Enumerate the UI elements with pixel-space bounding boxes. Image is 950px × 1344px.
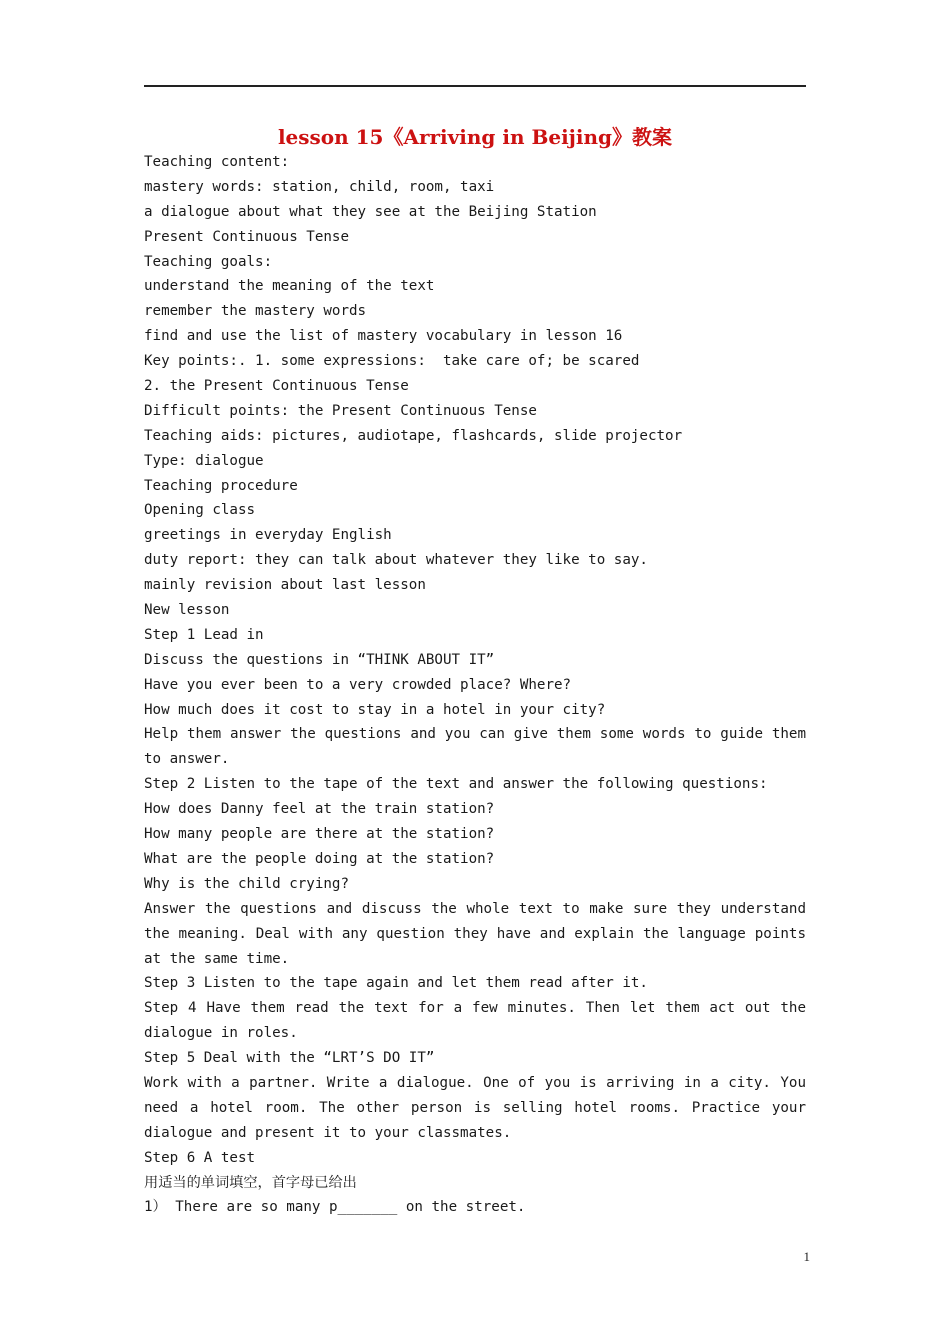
header-rule [144, 85, 806, 87]
text-line: Discuss the questions in “THINK ABOUT IT” [144, 651, 495, 668]
text-line: find and use the list of mastery vocabulary in lesson 16 [144, 328, 623, 345]
text-line: Teaching procedure [144, 477, 298, 494]
text-line: Step 6 A test [144, 1149, 256, 1166]
text-line: Present Continuous Tense [144, 228, 349, 245]
text-line: Why is the child crying? [144, 875, 349, 892]
text-line: mastery words: station, child, room, taxi [144, 178, 495, 195]
text-line: to answer. [144, 751, 230, 768]
text-line: Step 4 Have them read the text for a few minutes. Then let them act out the [144, 1000, 806, 1017]
text-line: Step 1 Lead in [144, 626, 264, 643]
text-line: Answer the questions and discuss the whole text to make sure they understand [144, 900, 806, 917]
text-line: a dialogue about what they see at the Beijing Station [144, 203, 597, 220]
text-line: How many people are there at the station? [144, 826, 495, 843]
text-line: Difficult points: the Present Continuous Tense [144, 402, 537, 419]
text-line: Have you ever been to a very crowded place? Where? [144, 676, 572, 693]
text-line: Teaching goals: [144, 253, 273, 270]
text-line: Step 5 Deal with the “LRT’S DO IT” [144, 1050, 435, 1067]
text-line: understand the meaning of the text [144, 278, 435, 295]
text-line: the meaning. Deal with any question they have and explain the language points [144, 925, 806, 942]
text-line: How much does it cost to stay in a hotel in your city? [144, 701, 606, 718]
text-line: remember the mastery words [144, 303, 367, 320]
text-line: mainly revision about last lesson [144, 577, 426, 594]
text-line: need a hotel room. The other person is selling hotel rooms. Practice your [144, 1099, 806, 1116]
text-line: 用适当的单词填空，首字母已给出 [144, 1174, 357, 1191]
text-line: Step 3 Listen to the tape again and let them read after it. [144, 975, 648, 992]
text-line: dialogue in roles. [144, 1025, 298, 1042]
text-line: dialogue and present it to your classmates. [144, 1124, 512, 1141]
text-line: Teaching aids: pictures, audiotape, flashcards, slide projector [144, 427, 683, 444]
text-line: 1） There are so many p_______ on the street. [144, 1199, 526, 1216]
text-line: Step 2 Listen to the tape of the text and answer the following questions: [144, 776, 768, 793]
text-line: Key points:. 1. some expressions: take care of; be scared [144, 353, 640, 370]
text-line: at the same time. [144, 950, 290, 967]
text-line: Teaching content: [144, 154, 290, 170]
text-line: Work with a partner. Write a dialogue. One of you is arriving in a city. You [144, 1074, 806, 1091]
page-number: 1 [803, 1249, 810, 1264]
text-line: Help them answer the questions and you can give them some words to guide them [144, 726, 806, 743]
text-line: Type: dialogue [144, 452, 264, 469]
lesson-body [144, 150, 806, 1220]
page-title: lesson 15《Arriving in Beijing》教案 [277, 125, 673, 149]
text-line: What are the people doing at the station? [144, 850, 495, 867]
text-line: greetings in everyday English [144, 527, 392, 544]
text-line: New lesson [144, 602, 230, 619]
text-line: duty report: they can talk about whatever they like to say. [144, 552, 648, 569]
text-line: Opening class [144, 502, 256, 519]
text-line: 2. the Present Continuous Tense [144, 378, 409, 395]
text-line: How does Danny feel at the train station? [144, 801, 495, 818]
